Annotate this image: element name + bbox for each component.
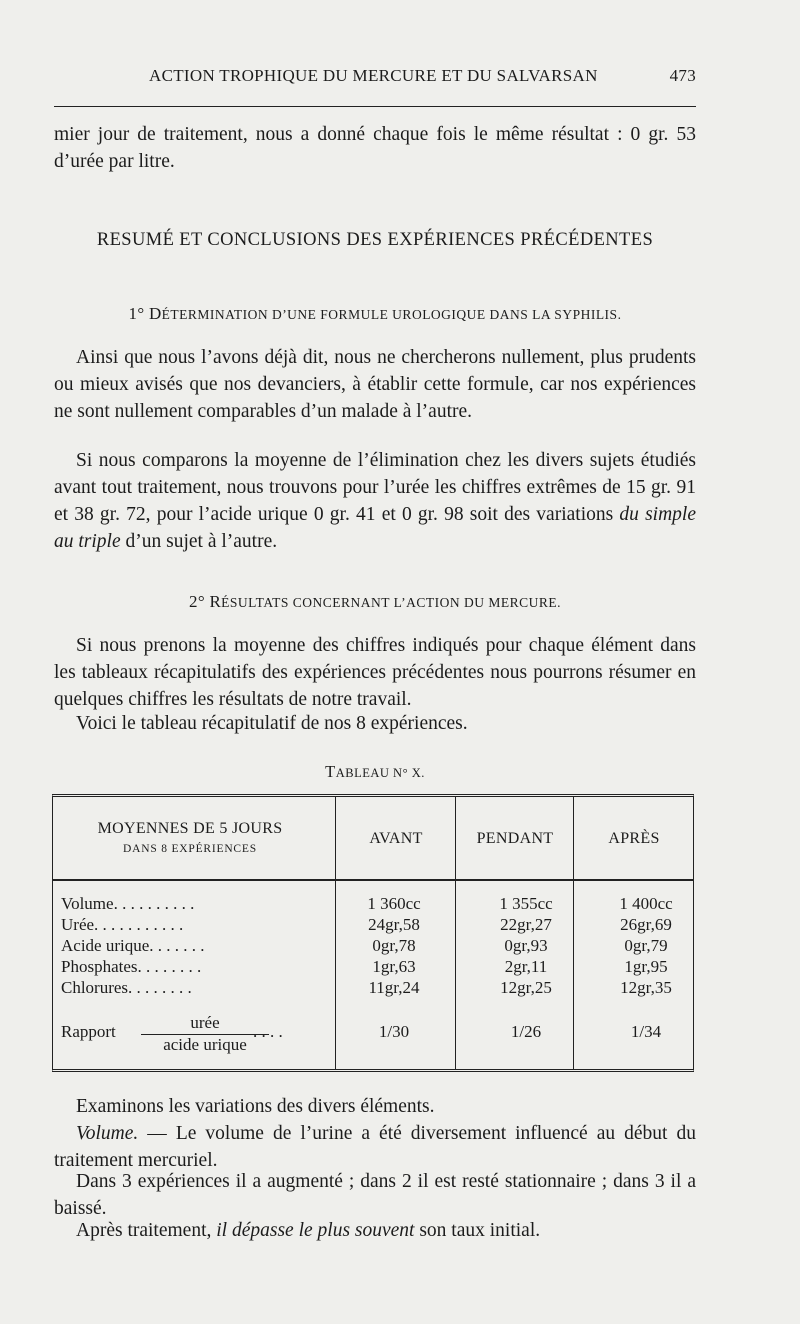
row-label: Chlorures. . . . . . . .	[61, 978, 192, 997]
row-value-pendant: 1 355cc	[499, 894, 553, 913]
row-value-avant: 1 360cc	[367, 894, 421, 913]
row-label: Phosphates. . . . . . . .	[61, 957, 202, 976]
subsection-2-title: ÉSULTATS CONCERNANT L’ACTION DU MERCURE.	[221, 595, 561, 610]
table-caption	[54, 762, 696, 782]
table-row	[61, 893, 687, 914]
row-label: Urée. . . . . . . . . . .	[61, 915, 184, 934]
row-value-avant: 24gr,58	[368, 915, 420, 934]
subsection-1-heading	[54, 304, 696, 324]
running-head	[54, 66, 696, 92]
paragraph-6-text: — Le volume de l’urine a été diversement influencé au début du traitement mercuriel.	[54, 1123, 696, 1171]
rapport-row	[61, 1013, 361, 1057]
row-value-apres: 1 400cc	[619, 894, 673, 913]
header-rule	[54, 106, 696, 107]
intro-paragraph: mier jour de traitement, nous a donné chaque fois le même résultat : 0 gr. 53 d’urée par litre.	[54, 124, 696, 172]
row-value-avant: 0gr,78	[372, 936, 416, 955]
subsection-2-initial: R	[209, 592, 222, 611]
paragraph-2	[54, 447, 696, 555]
paragraph-8-text-after: son taux initial.	[414, 1220, 541, 1241]
table-header-rule	[53, 879, 693, 881]
table-row	[61, 956, 687, 977]
row-value-apres: 26gr,69	[620, 915, 672, 934]
paragraph-1: Ainsi que nous l’avons déjà dit, nous ne chercherons nullement, plus prudents ou mieux avisés que nos devanciers, à établir cette formule, car nos expériences ne sont nullement comparables d’un malade à l’autre.	[54, 347, 696, 422]
paragraph-6	[54, 1120, 696, 1174]
table-header-title: MOYENNES DE 5 JOURS	[97, 820, 283, 837]
paragraph-8-text-before: Après traitement,	[76, 1220, 217, 1241]
rapport-numerator: urée	[190, 1013, 220, 1032]
rapport-value-avant: 1/30	[378, 1022, 410, 1041]
row-value-apres: 1gr,95	[624, 957, 668, 976]
column-header-apres: APRÈS	[608, 830, 660, 847]
table-header-subtitle: DANS 8 EXPÉRIENCES	[123, 843, 257, 855]
page-number: 473	[669, 66, 696, 85]
rapport-value-pendant: 1/26	[510, 1022, 542, 1041]
row-value-pendant: 22gr,27	[500, 915, 552, 934]
row-value-pendant: 0gr,93	[504, 936, 548, 955]
paragraph-4: Voici le tableau récapitulatif de nos 8 expériences.	[76, 713, 468, 734]
table-row	[61, 914, 687, 935]
table-row	[61, 977, 687, 998]
subsection-1-number: 1°	[128, 304, 145, 323]
row-label: Volume. . . . . . . . . .	[61, 894, 195, 913]
subsection-2-heading	[54, 592, 696, 612]
paragraph-2-text-before: Si nous comparons la moyenne de l’élimination chez les divers sujets étudiés avant tout traitement, nous trouvons pour l’urée les chiffres extrêmes de 15 gr. 91 et 38 gr. 72, pour l’acide urique 0 gr. 41 et 0 gr. 98 soit des variations	[54, 450, 696, 525]
paragraph-8	[54, 1217, 696, 1244]
rapport-value-apres: 1/34	[630, 1022, 662, 1041]
row-label: Acide urique. . . . . . .	[61, 936, 205, 955]
row-value-pendant: 12gr,25	[500, 978, 552, 997]
paragraph-2-italic: du simple au triple	[54, 504, 696, 552]
rapport-denominator: acide urique	[163, 1035, 247, 1054]
row-value-avant: 11gr,24	[368, 978, 420, 997]
subsection-1-initial: D	[149, 304, 162, 323]
paragraph-3: Si nous prenons la moyenne des chiffres indiqués pour chaque élément dans les tableaux récapitulatifs des expériences précédentes nous pourrons résumer en quelques chiffres les résultats de notre travail.	[54, 635, 696, 710]
paragraph-2-text-after: d’un sujet à l’autre.	[120, 531, 278, 552]
table-header-main	[61, 819, 319, 859]
subsection-1-title: ÉTERMINATION D’UNE FORMULE UROLOGIQUE DANS LA SYPHILIS.	[161, 307, 622, 322]
row-value-apres: 0gr,79	[624, 936, 668, 955]
column-header-avant: AVANT	[369, 830, 423, 847]
rapport-leader-dots: . . . .	[253, 1022, 283, 1041]
paragraph-8-italic: il dépasse le plus souvent	[216, 1220, 415, 1241]
table-caption-text: ABLEAU N° X.	[335, 766, 425, 780]
summary-table	[52, 794, 694, 1072]
subsection-2-number: 2°	[189, 592, 205, 611]
rapport-label: Rapport	[61, 1022, 116, 1041]
section-title: RESUMÉ ET CONCLUSIONS DES EXPÉRIENCES PRÉCÉDENTES	[96, 230, 654, 250]
paragraph-7: Dans 3 expériences il a augmenté ; dans 2 il est resté stationnaire ; dans 3 il a baissé.	[54, 1171, 696, 1219]
paragraph-5: Examinons les variations des divers éléments.	[76, 1096, 435, 1117]
table-row	[61, 935, 687, 956]
table-caption-initial: T	[325, 762, 336, 781]
column-header-pendant: PENDANT	[476, 830, 554, 847]
row-value-pendant: 2gr,11	[504, 957, 548, 976]
row-value-avant: 1gr,63	[372, 957, 416, 976]
running-head-title: ACTION TROPHIQUE DU MERCURE ET DU SALVARSAN	[149, 66, 598, 85]
row-value-apres: 12gr,35	[620, 978, 672, 997]
paragraph-6-italic: Volume.	[76, 1123, 139, 1144]
